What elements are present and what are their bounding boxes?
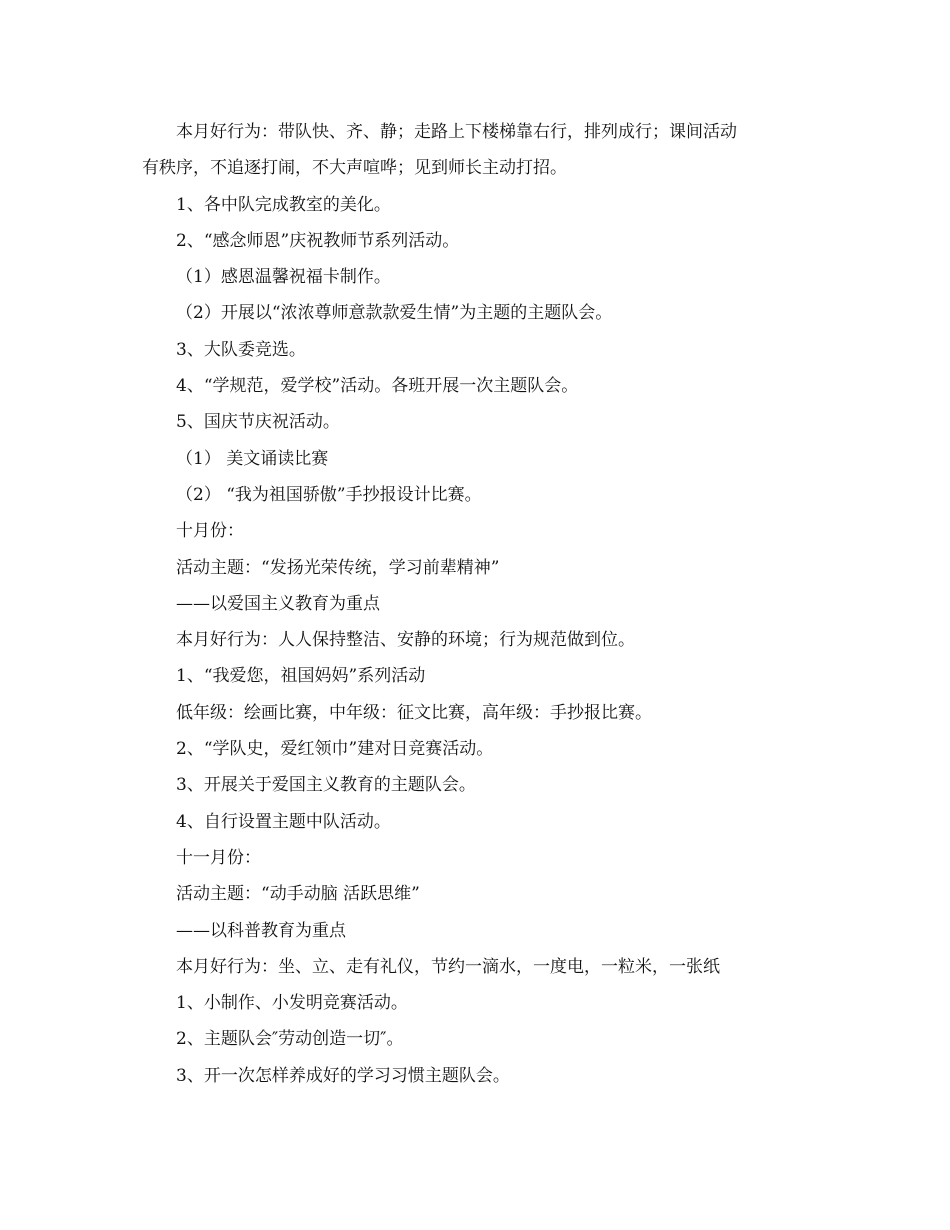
list-item-motherland: 1、“我爱您，祖国妈妈”系列活动 [176, 666, 426, 687]
list-item-team-history: 2、“学队史，爱红领巾”建对日竞赛活动。 [176, 739, 494, 760]
month-heading-november: 十一月份： [176, 847, 261, 868]
list-item-labor: 2、主题队会″劳动创造一切″。 [176, 1029, 404, 1050]
paragraph-good-behavior-line-1: 本月好行为：带队快、齐、静；走路上下楼梯靠右行，排列成行；课间活动 [176, 122, 737, 142]
list-item-standards: 4、“学规范，爱学校”活动。各班开展一次主题队会。 [176, 376, 579, 397]
list-item-grades: 低年级：绘画比赛，中年级：征文比赛，高年级：手抄报比赛。 [176, 702, 652, 723]
focus-october: ——以爱国主义教育为重点 [176, 593, 380, 614]
list-item-study-habits: 3、开一次怎样养成好的学习习惯主题队会。 [176, 1065, 510, 1086]
list-item-custom-activity: 4、自行设置主题中队活动。 [176, 811, 391, 832]
sub-item-card: （1）感恩温馨祝福卡制作。 [176, 267, 391, 288]
list-item-classroom: 1、各中队完成教室的美化。 [176, 194, 391, 215]
theme-november: 活动主题：“动手动脑 活跃思维” [176, 884, 420, 905]
sub-item-team-meeting: （2）开展以“浓浓尊师意款款爱生情”为主题的主题队会。 [176, 303, 613, 324]
good-behavior-october: 本月好行为：人人保持整洁、安静的环境；行为规范做到位。 [176, 630, 635, 651]
theme-october: 活动主题：“发扬光荣传统，学习前辈精神” [176, 557, 500, 578]
sub-item-recital: （1） 美文诵读比赛 [176, 448, 329, 469]
list-item-national-day: 5、国庆节庆祝活动。 [176, 412, 340, 433]
list-item-patriotism: 3、开展关于爱国主义教育的主题队会。 [176, 775, 476, 796]
focus-november: ——以科普教育为重点 [176, 920, 346, 941]
list-item-teachers-day: 2、“感念师恩”庆祝教师节系列活动。 [176, 230, 460, 251]
document-body [142, 114, 814, 1094]
list-item-invention: 1、小制作、小发明竞赛活动。 [176, 993, 408, 1014]
good-behavior-november: 本月好行为：坐、立、走有礼仪，节约一滴水，一度电，一粒米，一张纸 [176, 956, 720, 977]
list-item-election: 3、大队委竞选。 [176, 339, 306, 360]
month-heading-october: 十月份： [176, 521, 244, 542]
sub-item-handcopy: （2） “我为祖国骄傲”手抄报设计比赛。 [176, 484, 482, 505]
paragraph-good-behavior-line-2: 有秩序，不追逐打闹，不大声喧哗；见到师长主动打招。 [142, 158, 567, 179]
